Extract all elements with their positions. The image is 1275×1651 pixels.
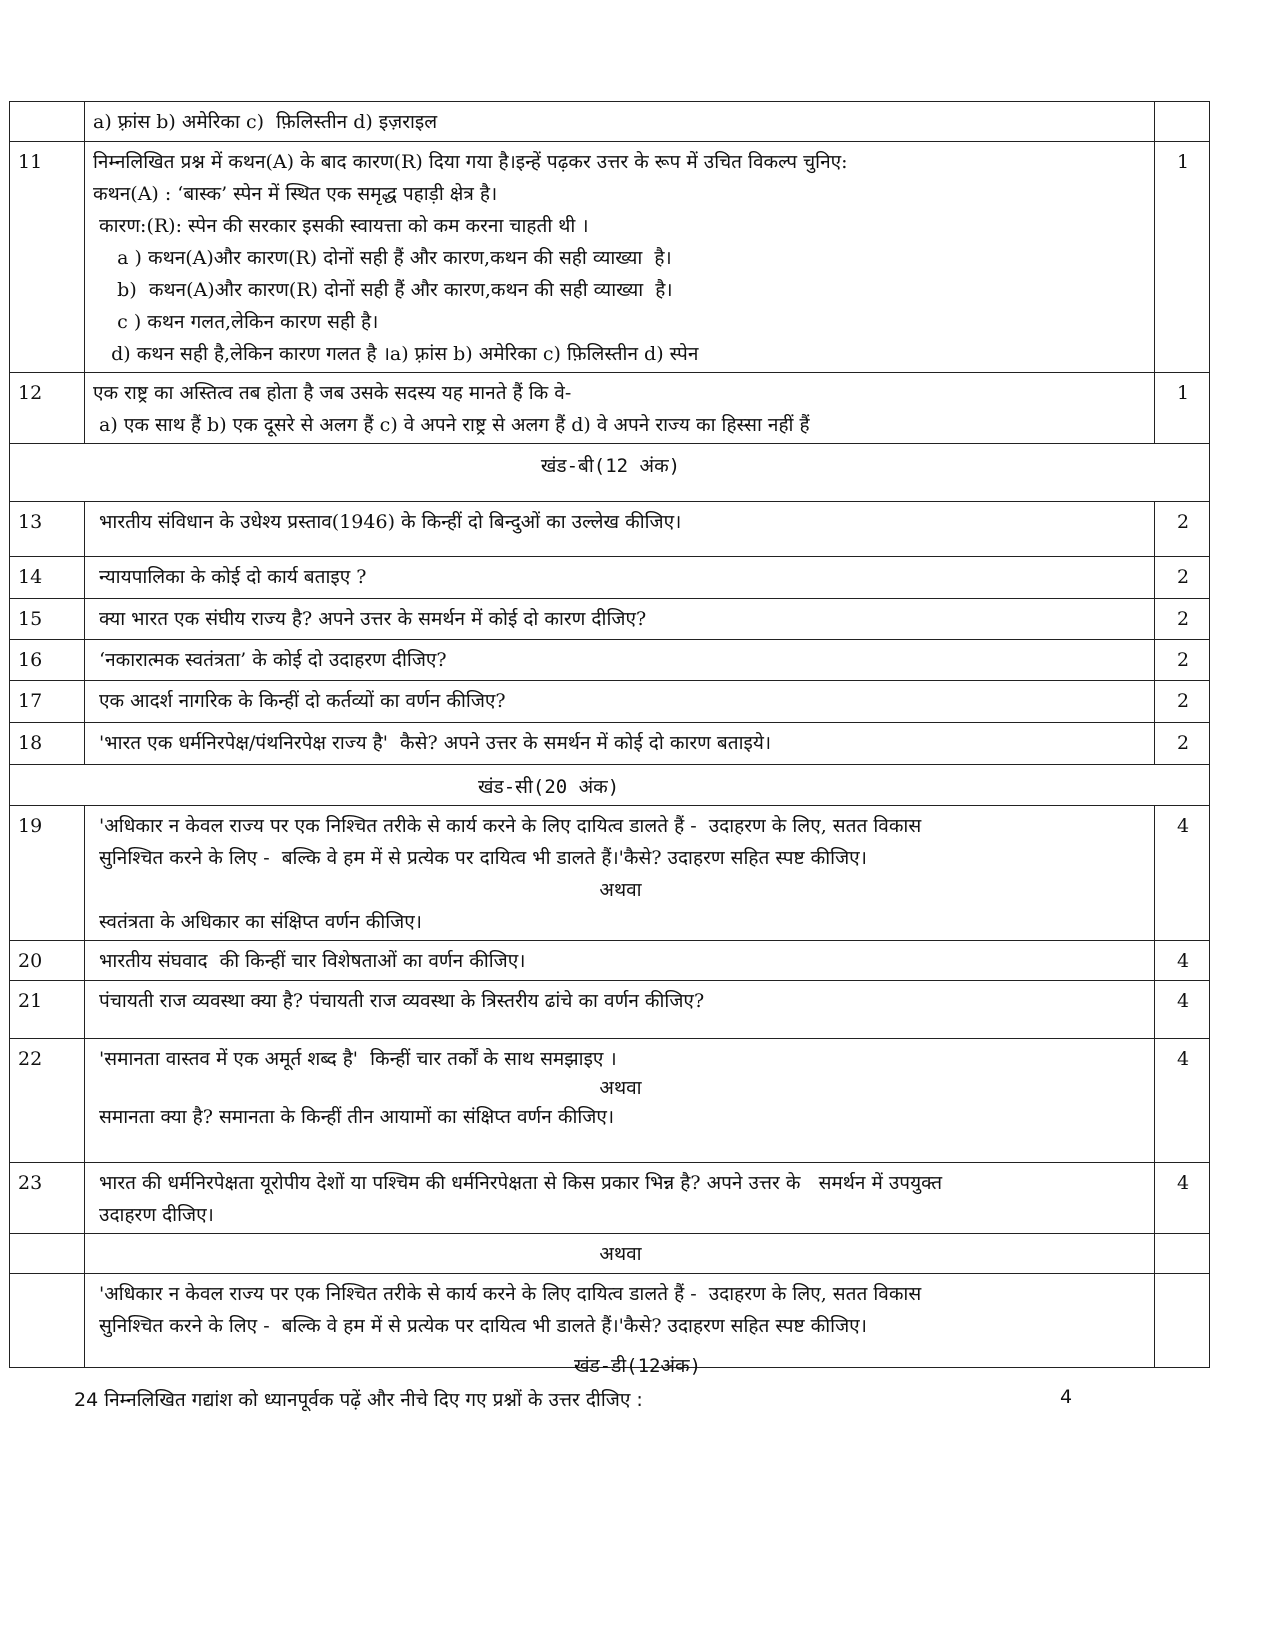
question-line: कारण:(R): स्पेन की सरकार इसकी स्वायत्ता को कम करना चाहती थी । xyxy=(93,215,589,237)
question-marks: 1 xyxy=(1155,142,1210,373)
question-line: न्यायपालिका के कोई दो कार्य बताइए ? xyxy=(93,566,367,588)
question-line: 'अधिकार न केवल राज्य पर एक निश्चित तरीके से कार्य करने के लिए दायित्व डालते हैं - उदाहरण के लिए, सतत विकास xyxy=(93,815,922,837)
question-text xyxy=(85,102,1155,142)
question-line: 'समानता वास्तव में एक अमूर्त शब्द है' किन्हीं चार तर्कों के साथ समझाइए । xyxy=(93,1048,617,1070)
question-number xyxy=(10,102,85,142)
question-number: 18 xyxy=(10,723,85,765)
section-b-title: खंड-बी(12 अंक) xyxy=(540,455,681,477)
question-text xyxy=(85,599,1155,640)
or-label: अथवा xyxy=(599,1077,642,1099)
question-number: 14 xyxy=(10,557,85,599)
question-line: सुनिश्चित करने के लिए - बल्कि वे हम में से प्रत्येक पर दायित्व भी डालते हैं।'कैसे? उदाहरण सहित स्पष्ट कीजिए। xyxy=(93,847,867,869)
question-text xyxy=(85,142,1155,373)
option-c: c ) कथन गलत,लेकिन कारण सही है। xyxy=(93,311,379,333)
question-number: 15 xyxy=(10,599,85,640)
question-24-marks: 4 xyxy=(1060,1386,1073,1408)
section-c-header xyxy=(10,765,1210,806)
option-d: d) कथन सही है,लेकिन कारण गलत है ।a) फ़्रांस b) अमेरिका c) फ़िलिस्तीन d) स्पेन xyxy=(93,343,699,365)
question-text xyxy=(85,1039,1155,1163)
question-number: 20 xyxy=(10,941,85,981)
question-line: 'अधिकार न केवल राज्य पर एक निश्चित तरीके से कार्य करने के लिए दायित्व डालते हैं - उदाहरण के लिए, सतत विकास xyxy=(93,1283,922,1305)
question-text xyxy=(85,1163,1155,1234)
question-line: a) फ़्रांस b) अमेरिका c) फ़िलिस्तीन d) इज़राइल xyxy=(93,111,438,133)
question-text xyxy=(85,806,1155,941)
question-line: कथन(A) : ‘बास्क’ स्पेन में स्थित एक समृद्ध पहाड़ी क्षेत्र है। xyxy=(93,183,498,205)
question-text xyxy=(85,373,1155,444)
table-row xyxy=(10,599,1210,640)
or-label: अथवा xyxy=(599,879,642,901)
question-number: 13 xyxy=(10,502,85,557)
question-marks: 2 xyxy=(1155,599,1210,640)
question-marks: 2 xyxy=(1155,557,1210,599)
question-marks: 4 xyxy=(1155,981,1210,1039)
question-number: 21 xyxy=(10,981,85,1039)
question-marks: 2 xyxy=(1155,723,1210,765)
or-label: अथवा xyxy=(85,1234,1155,1274)
table-row xyxy=(10,1234,1210,1274)
table-row xyxy=(10,981,1210,1039)
question-line: सुनिश्चित करने के लिए - बल्कि वे हम में से प्रत्येक पर दायित्व भी डालते हैं।'कैसे? उदाहरण सहित स्पष्ट कीजिए। xyxy=(93,1315,867,1337)
question-number: 23 xyxy=(10,1163,85,1234)
question-24-text: 24 निम्नलिखित गद्यांश को ध्यानपूर्वक पढ़ें और नीचे दिए गए प्रश्नों के उत्तर दीजिए : xyxy=(74,1389,643,1411)
question-line: क्या भारत एक संघीय राज्य है? अपने उत्तर के समर्थन में कोई दो कारण दीजिए? xyxy=(93,608,647,630)
question-number: 19 xyxy=(10,806,85,941)
section-b-header xyxy=(10,444,1210,502)
question-line: भारतीय संघवाद की किन्हीं चार विशेषताओं का वर्णन कीजिए। xyxy=(93,950,526,972)
section-header-row xyxy=(10,444,1210,502)
table-row xyxy=(10,142,1210,373)
question-text xyxy=(85,941,1155,981)
question-marks: 1 xyxy=(1155,373,1210,444)
section-c-title: खंड-सी(20 अंक) xyxy=(478,776,620,798)
question-number xyxy=(10,1234,85,1274)
question-number: 16 xyxy=(10,640,85,681)
table-row xyxy=(10,557,1210,599)
question-line: स्वतंत्रता के अधिकार का संक्षिप्त वर्णन कीजिए। xyxy=(93,911,422,933)
table-row xyxy=(10,681,1210,723)
question-marks: 4 xyxy=(1155,1163,1210,1234)
question-marks: 2 xyxy=(1155,681,1210,723)
option-b: b) कथन(A)और कारण(R) दोनों सही हैं और कारण,कथन की सही व्याख्या है। xyxy=(93,279,673,301)
question-table xyxy=(9,101,1210,1368)
question-line: एक आदर्श नागरिक के किन्हीं दो कर्तव्यों का वर्णन कीजिए? xyxy=(93,690,506,712)
question-marks: 4 xyxy=(1155,941,1210,981)
question-line: समानता क्या है? समानता के किन्हीं तीन आयामों का संक्षिप्त वर्णन कीजिए। xyxy=(93,1106,615,1128)
question-marks: 2 xyxy=(1155,640,1210,681)
question-marks: 2 xyxy=(1155,502,1210,557)
question-line: भारत की धर्मनिरपेक्षता यूरोपीय देशों या पश्चिम की धर्मनिरपेक्षता से किस प्रकार भिन्न है? अपने उत्तर के समर्थन में उपयुक्त xyxy=(93,1172,943,1194)
table-row xyxy=(10,640,1210,681)
question-line: निम्नलिखित प्रश्न में कथन(A) के बाद कारण(R) दिया गया है।इन्हें पढ़कर उत्तर के रूप में उचित विकल्प चुनिए: xyxy=(93,151,848,173)
section-header-row xyxy=(10,765,1210,806)
question-text xyxy=(85,681,1155,723)
question-marks xyxy=(1155,102,1210,142)
table-row xyxy=(10,806,1210,941)
question-line: उदाहरण दीजिए। xyxy=(93,1204,214,1226)
table-row xyxy=(10,1039,1210,1163)
section-d-title: खंड-डी(12अंक) xyxy=(573,1355,702,1377)
table-row xyxy=(10,941,1210,981)
question-number: 11 xyxy=(10,142,85,373)
table-row xyxy=(10,373,1210,444)
table-row xyxy=(10,1163,1210,1234)
table-row xyxy=(10,102,1210,142)
question-text xyxy=(85,557,1155,599)
question-text xyxy=(85,981,1155,1039)
question-number: 17 xyxy=(10,681,85,723)
question-marks xyxy=(1155,1234,1210,1274)
question-line: a) एक साथ हैं b) एक दूसरे से अलग हैं c) वे अपने राष्ट्र से अलग हैं d) वे अपने राज्य का हिस्सा नहीं हैं xyxy=(93,414,810,436)
question-line: भारतीय संविधान के उधेश्य प्रस्ताव(1946) के किन्हीं दो बिन्दुओं का उल्लेख कीजिए। xyxy=(93,511,682,533)
question-line: एक राष्ट्र का अस्तित्व तब होता है जब उसके सदस्य यह मानते हैं कि वे- xyxy=(93,382,572,404)
question-number: 12 xyxy=(10,373,85,444)
question-text xyxy=(85,502,1155,557)
question-text xyxy=(85,723,1155,765)
question-text xyxy=(85,640,1155,681)
option-a: a ) कथन(A)और कारण(R) दोनों सही हैं और कारण,कथन की सही व्याख्या है। xyxy=(93,247,672,269)
question-line: पंचायती राज व्यवस्था क्या है? पंचायती राज व्यवस्था के त्रिस्तरीय ढांचे का वर्णन कीजिए? xyxy=(93,990,705,1012)
question-marks: 4 xyxy=(1155,1039,1210,1163)
question-line: 'भारत एक धर्मनिरपेक्ष/पंथनिरपेक्ष राज्य है' कैसे? अपने उत्तर के समर्थन में कोई दो कारण बताइये। xyxy=(93,732,772,754)
table-row xyxy=(10,723,1210,765)
question-line: ‘नकारात्मक स्वतंत्रता’ के कोई दो उदाहरण दीजिए? xyxy=(93,649,447,671)
table-row xyxy=(10,502,1210,557)
question-number: 22 xyxy=(10,1039,85,1163)
question-marks: 4 xyxy=(1155,806,1210,941)
